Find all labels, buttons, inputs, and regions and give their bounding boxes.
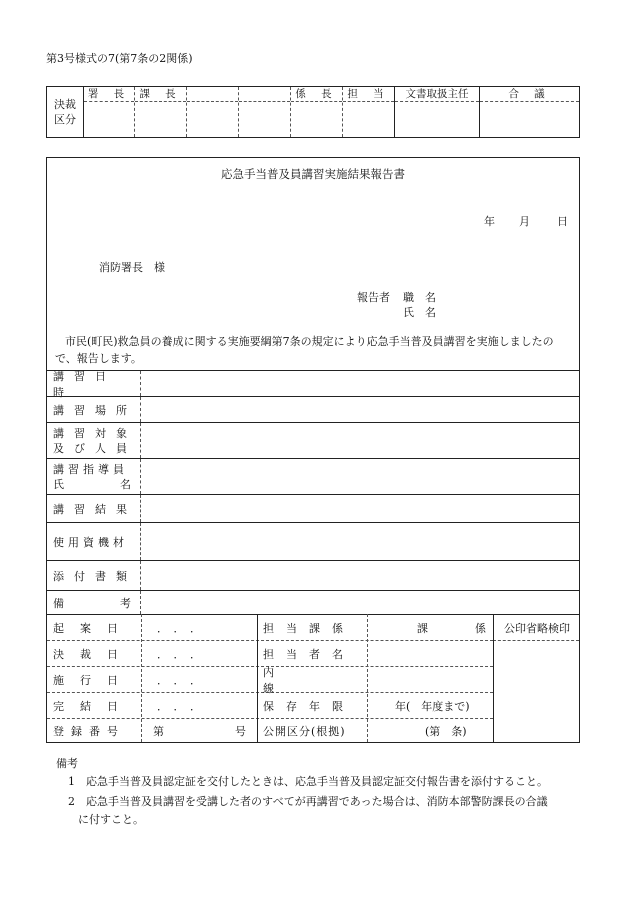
extension-value[interactable] xyxy=(377,667,489,692)
approval-label-line2: 区分 xyxy=(54,113,76,126)
enforcement-date-value[interactable]: ． ． ． xyxy=(157,673,201,687)
reporter-name-label: 氏 名 xyxy=(403,306,436,319)
row-label-text: 講習結果 xyxy=(53,502,137,516)
row-label-text-2b: 名 xyxy=(120,477,131,491)
note-item-1: 1 応急手当普及員認定証を交付したときは、応急手当普及員認定証交付報告書を添付すること。 xyxy=(68,775,548,788)
approval-col-header: 係 長 xyxy=(291,87,342,102)
addressee: 消防署長 様 xyxy=(99,261,165,274)
registration-suffix: 号 xyxy=(235,725,246,738)
completion-date-label: 完結日 xyxy=(53,699,134,713)
retention-period-value: 年( 年度まで) xyxy=(395,699,470,713)
row-label xyxy=(47,397,141,422)
approval-label xyxy=(47,87,84,137)
row-label xyxy=(47,591,141,614)
section-kakari-label: 係 xyxy=(475,621,486,635)
row-attachments[interactable] xyxy=(47,560,579,590)
approval-col-document-officer[interactable] xyxy=(395,87,480,137)
approval-col-header: 文書取扱主任 xyxy=(395,87,479,102)
row-label xyxy=(47,523,141,560)
row-label-text-a: 備 xyxy=(53,596,64,610)
decision-date-value[interactable]: ． ． ． xyxy=(157,647,201,661)
row-label-text: 講習場所 xyxy=(53,403,137,417)
form-title: 応急手当普及員講習実施結果報告書 xyxy=(221,167,405,181)
draft-date-value[interactable]: ． ． ． xyxy=(157,621,201,635)
row-instructor-name[interactable] xyxy=(47,458,579,494)
row-label-text-b: 考 xyxy=(120,596,131,610)
approval-label-line1: 決裁 xyxy=(54,98,76,111)
approval-col-staff[interactable] xyxy=(343,87,395,137)
date-day-label: 日 xyxy=(557,215,568,228)
row-label-text: 使用資機材 xyxy=(53,535,128,549)
notes-section xyxy=(56,754,548,826)
disclosure-class-value: (第 条) xyxy=(425,725,467,738)
draft-date-label: 起案日 xyxy=(53,621,134,635)
row-label-text-2: 及び人員 xyxy=(53,441,137,455)
enforcement-date-label: 施行日 xyxy=(53,673,134,687)
approval-table xyxy=(46,86,580,138)
note-item-2-continued: に付すこと。 xyxy=(78,813,144,826)
approval-col-header: 担 当 xyxy=(343,87,394,102)
responsible-person-value[interactable] xyxy=(377,641,489,666)
row-label-text-1: 講習対象 xyxy=(53,426,137,440)
report-statement: 市民(町民)救急員の養成に関する実施要綱第7条の規定により応急手当普及員講習を実施しましたので、報告します。 xyxy=(55,335,554,365)
report-form xyxy=(46,157,580,743)
row-label-text: 添付書類 xyxy=(53,569,137,583)
approval-col-header: 署 長 xyxy=(84,87,134,102)
reporter-label: 報告者 xyxy=(357,291,390,304)
seal-omitted-label: 公印省略検印 xyxy=(504,621,570,635)
row-label xyxy=(47,459,141,494)
extension-label: 内線 xyxy=(263,665,326,695)
row-label-text: 講習日時 xyxy=(53,369,116,399)
registration-number-label: 登録番号 xyxy=(53,725,125,738)
registration-prefix: 第 xyxy=(153,725,164,738)
approval-col-header xyxy=(239,87,290,102)
retention-period-label: 保存年限 xyxy=(263,699,355,713)
disclosure-class-label: 公開区分(根拠) xyxy=(263,725,346,738)
approval-col-chief[interactable] xyxy=(84,87,135,137)
row-training-datetime[interactable] xyxy=(47,369,579,399)
notes-title: 備考 xyxy=(56,757,78,770)
row-target-and-count[interactable] xyxy=(47,422,579,458)
approval-col-header: 合 議 xyxy=(480,87,579,102)
decision-date-label: 決裁日 xyxy=(53,647,134,661)
approval-col-subsection-chief[interactable] xyxy=(291,87,343,137)
row-training-location[interactable] xyxy=(47,396,579,422)
responsible-section-label: 担当課係 xyxy=(263,621,355,635)
row-training-result[interactable] xyxy=(47,494,579,522)
form-number-header: 第3号様式の7(第7条の2関係) xyxy=(46,52,193,65)
completion-date-value[interactable]: ． ． ． xyxy=(157,699,201,713)
approval-col-section-chief[interactable] xyxy=(135,87,187,137)
note-item-2: 2 応急手当普及員講習を受講した者のすべてが再講習であった場合は、消防本部警防課長の合議 xyxy=(68,795,548,808)
row-label xyxy=(47,561,141,590)
approval-col-consultation[interactable] xyxy=(480,87,579,137)
row-remarks[interactable] xyxy=(47,590,579,614)
row-label xyxy=(47,369,141,399)
approval-col-header xyxy=(187,87,238,102)
date-month-label: 月 xyxy=(519,215,530,228)
section-ka-label: 課 xyxy=(417,621,428,635)
seal-stamp-area[interactable] xyxy=(494,641,579,742)
row-equipment-used[interactable] xyxy=(47,522,579,560)
approval-col-blank-1[interactable] xyxy=(187,87,239,137)
approval-col-blank-2[interactable] xyxy=(239,87,291,137)
approval-col-header: 課 長 xyxy=(135,87,186,102)
row-label xyxy=(47,423,141,458)
row-label-text-1: 講習指導員 xyxy=(53,462,128,476)
row-label xyxy=(47,495,141,522)
row-label-text-2a: 氏 xyxy=(53,477,64,491)
reporter-title-label: 職 名 xyxy=(403,291,436,304)
responsible-person-label: 担当者名 xyxy=(263,647,355,661)
date-year-label: 年 xyxy=(484,215,495,228)
